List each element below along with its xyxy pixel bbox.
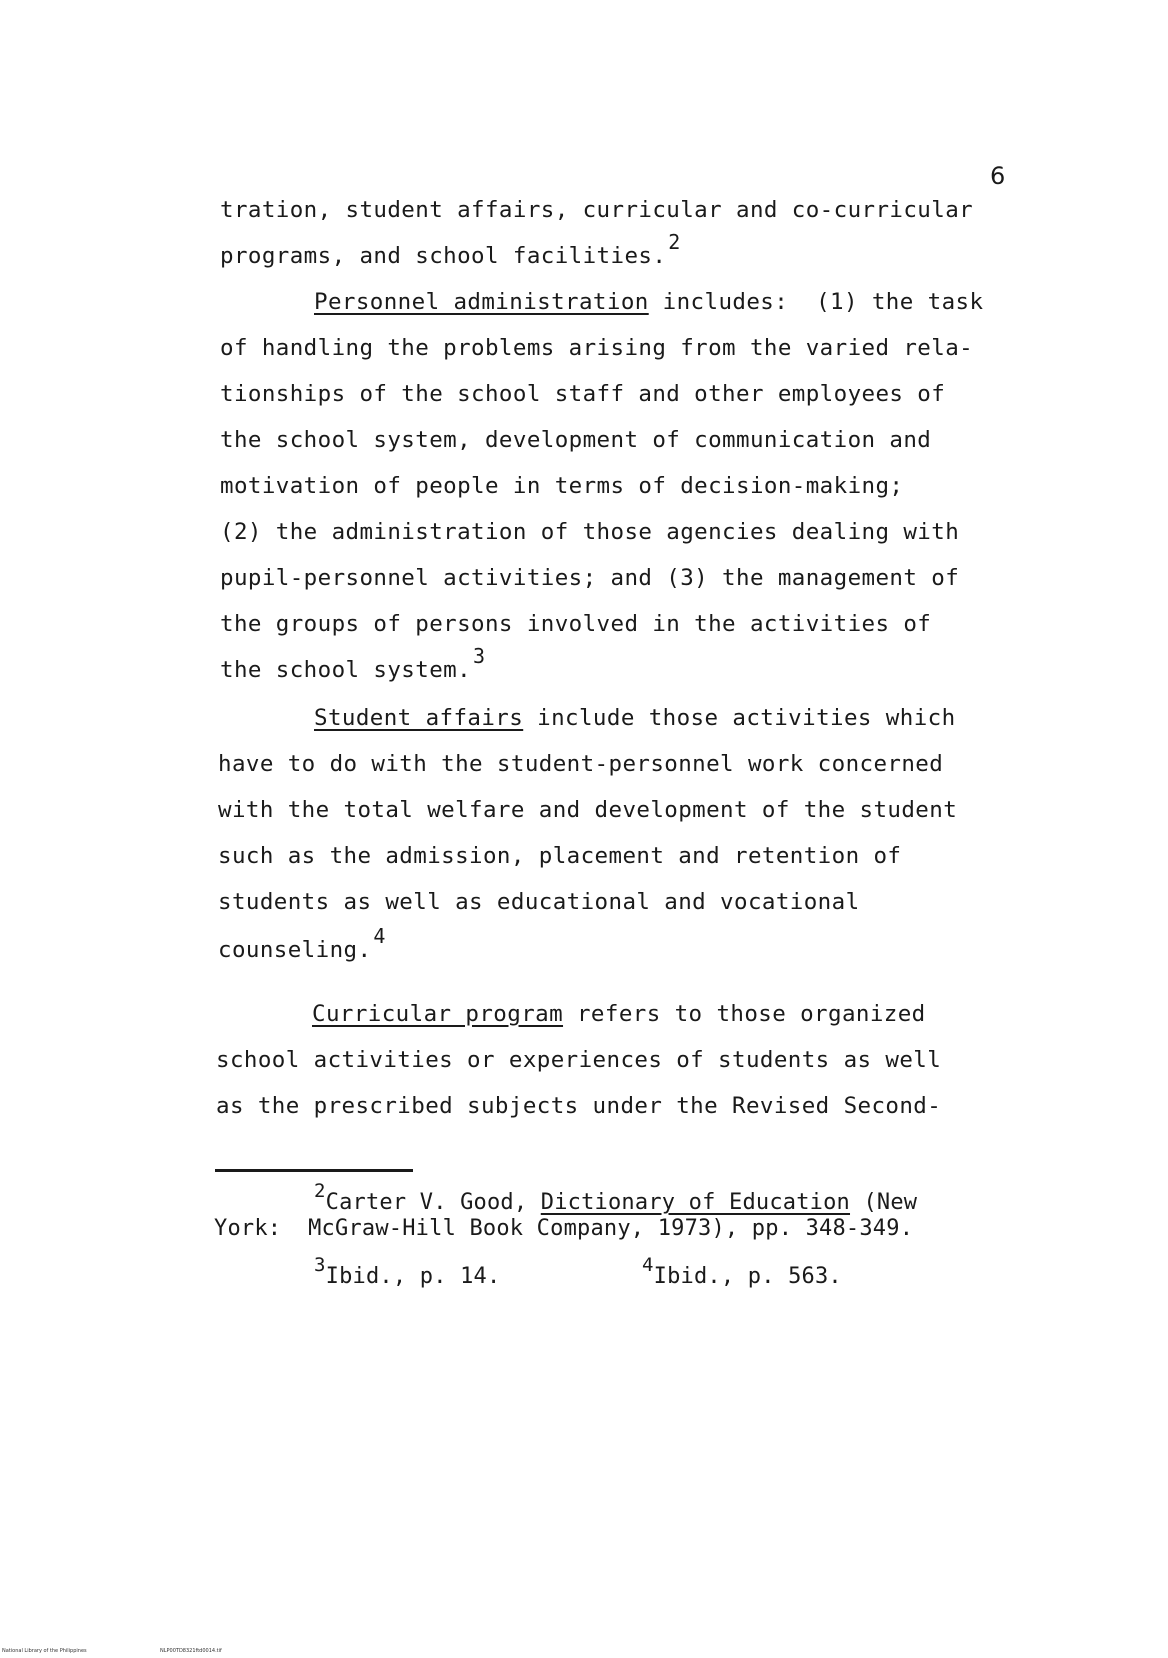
text-fragment: refers to those organized (563, 1001, 926, 1027)
footnote-3 (312, 1254, 501, 1290)
text-line: with the total welfare and development of the student (218, 797, 958, 823)
section-term: Personnel administration (314, 289, 649, 315)
footnote-2-continued: York: McGraw-Hill Book Company, 1973), pp. 348-349. (214, 1216, 914, 1241)
text-line: pupil-personnel activities; and (3) the management of (220, 565, 960, 591)
text-fragment: the school system. (220, 657, 472, 683)
text-line: have to do with the student-personnel work concerned (218, 751, 944, 777)
footnote-text: Ibid., p. 14. (325, 1264, 501, 1289)
text-line: (2) the administration of those agencies dealing with (220, 519, 960, 545)
section-term: Curricular program (312, 1001, 564, 1027)
footnote-number: 4 (642, 1254, 654, 1276)
text-line: the groups of persons involved in the activities of (220, 611, 932, 637)
text-line: such as the admission, placement and retention of (218, 843, 902, 869)
text-line (220, 644, 486, 684)
footnote-separator (215, 1169, 413, 1172)
text-line (218, 924, 386, 964)
text-line: of handling the problems arising from the varied rela- (220, 335, 974, 361)
text-line: as the prescribed subjects under the Revised Second- (216, 1093, 942, 1119)
footnote-ref: 2 (668, 230, 681, 254)
footnote-text: Ibid., p. 563. (653, 1264, 842, 1289)
text-line (220, 230, 681, 270)
footnote-number: 2 (314, 1180, 326, 1202)
footnote-2 (312, 1180, 918, 1216)
footnote-ref: 3 (473, 644, 486, 668)
text-fragment: programs, and school facilities. (220, 243, 667, 269)
text-line: motivation of people in terms of decision-making; (220, 473, 904, 499)
scan-caption-library: National Library of the Philippines (2, 1648, 87, 1654)
page-number: 6 (990, 162, 1006, 190)
text-line: the school system, development of communication and (220, 427, 932, 453)
text-line: school activities or experiences of students as well (216, 1047, 942, 1073)
footnote-text: (New (850, 1190, 918, 1215)
footnote-book-title: Dictionary of Education (540, 1190, 851, 1215)
text-fragment: counseling. (218, 937, 372, 963)
text-fragment: includes: (1) the task (648, 289, 984, 315)
footnote-author: Carter V. Good, (325, 1190, 541, 1215)
text-line: tionships of the school staff and other employees of (220, 381, 946, 407)
footnote-4 (640, 1254, 842, 1290)
paragraph-lead-line (312, 1000, 926, 1028)
text-line: students as well as educational and vocational (218, 889, 860, 915)
section-term: Student affairs (314, 705, 524, 731)
footnote-ref: 4 (373, 924, 386, 948)
scan-caption-filename: NLP00TD8321ftd0014.tif (160, 1648, 222, 1654)
text-line: tration, student affairs, curricular and co-curricular (220, 197, 974, 223)
text-fragment: include those activities which (523, 705, 956, 731)
paragraph-lead-line (314, 704, 956, 732)
paragraph-lead-line (314, 288, 983, 316)
footnote-number: 3 (314, 1254, 326, 1276)
